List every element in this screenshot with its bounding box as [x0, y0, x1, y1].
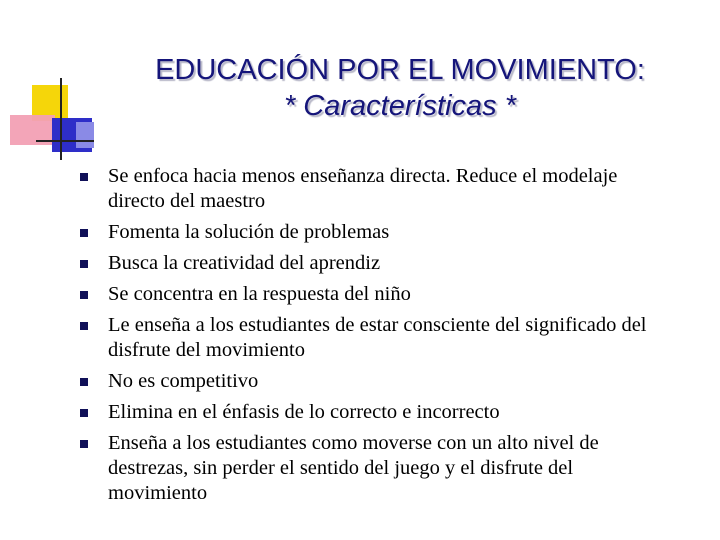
light-blue-square [76, 122, 94, 148]
list-item [80, 400, 670, 425]
square-bullet-icon [80, 260, 88, 268]
bullet-text: Se enfoca hacia menos enseñanza directa. Reduce el modelaje directo del maestro [108, 165, 618, 212]
title-line-2: * Características * [283, 90, 517, 122]
list-item [80, 313, 670, 363]
bullet-text: No es competitivo [108, 370, 259, 392]
title-line-1: EDUCACIÓN POR EL MOVIMIENTO: [155, 54, 645, 86]
bullet-list [80, 164, 670, 512]
list-item [80, 164, 670, 214]
bullet-text: Enseña a los estudiantes como moverse con un alto nivel de destrezas, sin perder el sentido del juego y el disfrute del movimiento [108, 432, 599, 504]
list-item [80, 431, 670, 506]
slide-title [90, 52, 710, 124]
square-bullet-icon [80, 378, 88, 386]
bullet-text: Se concentra en la respuesta del niño [108, 283, 411, 305]
square-bullet-icon [80, 409, 88, 417]
vertical-line [60, 78, 62, 160]
bullet-text: Elimina en el énfasis de lo correcto e incorrecto [108, 401, 500, 423]
square-bullet-icon [80, 440, 88, 448]
bullet-text: Fomenta la solución de problemas [108, 221, 390, 243]
list-item [80, 220, 670, 245]
square-bullet-icon [80, 229, 88, 237]
list-item [80, 282, 670, 307]
square-bullet-icon [80, 291, 88, 299]
bullet-text: Busca la creatividad del aprendiz [108, 252, 381, 274]
square-bullet-icon [80, 322, 88, 330]
list-item [80, 369, 670, 394]
bullet-text: Le enseña a los estudiantes de estar consciente del significado del disfrute del movimiento [108, 314, 647, 361]
horizontal-line [36, 140, 94, 142]
list-item [80, 251, 670, 276]
square-bullet-icon [80, 173, 88, 181]
